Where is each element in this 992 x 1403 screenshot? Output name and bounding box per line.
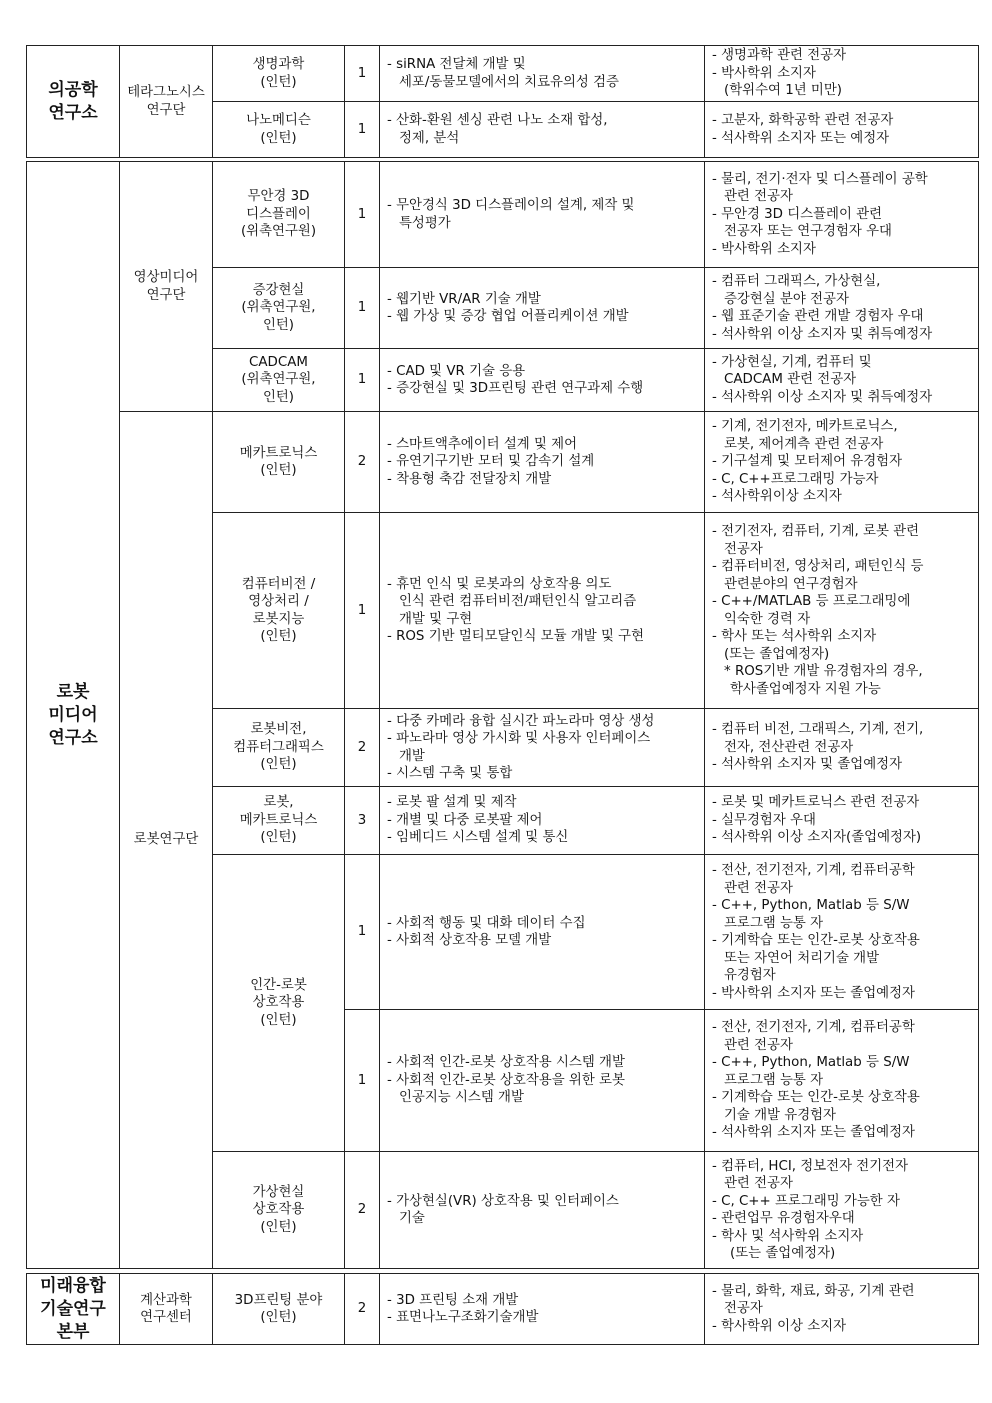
task-line: - CAD 및 VR 기술 응용 <box>387 363 526 379</box>
requirement-line: 관련 전공자 <box>724 1176 793 1191</box>
field-name-line: CADCAM <box>249 354 308 370</box>
task-line: 기술 <box>399 1211 425 1226</box>
task-line: - 무안경식 3D 디스플레이의 설계, 제작 및 <box>387 198 635 213</box>
field-cell <box>213 412 345 513</box>
task-line: 개발 및 구현 <box>399 611 473 627</box>
task-line: - 사회적 상호작용 모델 개발 <box>387 933 552 948</box>
field-cell <box>213 855 345 1152</box>
task-line: - 사회적 인간-로봇 상호작용을 위한 로봇 <box>387 1072 625 1088</box>
requirement-line: - 컴퓨터비전, 영상처리, 패턴인식 등 <box>712 559 924 574</box>
requirement-line: - 석사학위이상 소지자 <box>712 489 842 505</box>
requirements-cell <box>705 349 979 412</box>
requirement-line: 전공자 <box>724 1301 763 1317</box>
requirement-line: * ROS기반 개발 유경험자의 경우, <box>724 664 923 679</box>
institute-name-line: 미디어 <box>48 704 98 725</box>
task-line: - 산화-환원 센싱 관련 나노 소재 합성, <box>387 113 608 128</box>
requirement-line: 프로그램 능통 자 <box>724 1072 824 1088</box>
field-name-line: 로봇, <box>263 795 294 811</box>
institute-name-line: 미래융합 <box>40 1275 106 1296</box>
group-cell <box>120 46 213 158</box>
tasks-cell <box>380 787 705 855</box>
tasks-cell <box>380 513 705 709</box>
requirement-line: - 학사 또는 석사학위 소지자 <box>712 629 877 644</box>
field-name-line: (인턴) <box>260 130 297 146</box>
task-line: - 파노라마 영상 가시화 및 사용자 인터페이스 <box>387 731 651 746</box>
task-line: - 개별 및 다중 로봇팔 제어 <box>387 812 543 828</box>
field-name-line: 인간-로봇 <box>250 977 307 993</box>
requirement-line: 기술 개발 유경험자 <box>724 1107 836 1123</box>
requirement-line: - 웹 표준기술 관련 개발 경험자 우대 <box>712 309 924 324</box>
task-line: - 유연기구기반 모터 및 감속기 설계 <box>387 454 595 470</box>
field-name-line: 영상처리 / <box>248 594 309 609</box>
task-line: 인식 관련 컴퓨터비전/패턴인식 알고리즘 <box>399 594 637 609</box>
requirement-line: 익숙한 경력 자 <box>724 611 811 627</box>
field-cell <box>213 102 345 158</box>
requirement-line: - C++/MATLAB 등 프로그래밍에 <box>712 594 911 609</box>
group-name-line: 연구단 <box>146 102 186 118</box>
requirement-line: - 박사학위 소지자 <box>712 65 816 81</box>
field-cell <box>213 268 345 349</box>
requirement-line: - 기구설계 및 모터제어 유경험자 <box>712 454 903 470</box>
task-line: - 사회적 인간-로봇 상호작용 시스템 개발 <box>387 1055 625 1071</box>
task-line: - 가상현실(VR) 상호작용 및 인터페이스 <box>387 1193 619 1209</box>
requirement-line: - 관련업무 유경험자우대 <box>712 1211 855 1226</box>
field-name-line: (인턴) <box>260 74 297 90</box>
requirement-line: - 기계학습 또는 인간-로봇 상호작용 <box>712 1090 920 1106</box>
count-cell: 1 <box>345 102 380 158</box>
requirements-cell <box>705 1274 979 1345</box>
count-cell: 2 <box>345 1274 380 1345</box>
field-name-line: (위촉연구원, <box>241 372 316 388</box>
requirements-cell <box>705 1152 979 1269</box>
task-line: - 웹기반 VR/AR 기술 개발 <box>387 291 541 307</box>
count-cell: 1 <box>345 349 380 412</box>
requirement-line: - 박사학위 소지자 <box>712 241 816 257</box>
institute-name-line: 연구소 <box>48 727 98 748</box>
requirement-line: - 석사학위 이상 소지자 및 취득예정자 <box>712 326 933 342</box>
count-cell: 1 <box>345 1010 380 1152</box>
count-cell: 2 <box>345 709 380 787</box>
requirement-line: - 박사학위 소지자 또는 졸업예정자 <box>712 985 915 1001</box>
count-cell: 1 <box>345 855 380 1010</box>
requirement-line: (또는 졸업예정자) <box>730 1246 836 1261</box>
requirement-line: - C++, Python, Matlab 등 S/W <box>712 898 910 913</box>
requirement-line: - 석사학위 소지자 및 졸업예정자 <box>712 757 903 773</box>
field-cell <box>213 787 345 855</box>
requirement-line: - 전산, 전기전자, 기계, 컴퓨터공학 <box>712 1020 915 1036</box>
requirement-line: 증강현실 분야 전공자 <box>724 291 849 307</box>
requirement-line: - 석사학위 소지자 또는 예정자 <box>712 130 890 146</box>
count-cell: 2 <box>345 412 380 513</box>
institute-cell <box>27 46 120 158</box>
task-line: 특성평가 <box>399 215 451 231</box>
requirement-line: (학위수여 1년 미만) <box>724 83 843 99</box>
recruit-table-2 <box>26 161 979 1269</box>
field-name-line: 메카트로닉스 <box>239 445 318 461</box>
requirement-line: - 학사학위 이상 소지자 <box>712 1318 847 1334</box>
field-name-line: 인턴) <box>262 317 295 333</box>
field-name-line: (인턴) <box>260 629 297 644</box>
task-line: - 다중 카메라 융합 실시간 파노라마 영상 생성 <box>387 713 655 729</box>
requirement-line: - 석사학위 이상 소지자 및 취득예정자 <box>712 389 933 405</box>
field-cell <box>213 709 345 787</box>
requirement-line: 학사졸업예정자 지원 가능 <box>730 681 881 697</box>
field-name-line: 나노메디슨 <box>246 113 311 128</box>
requirements-cell <box>705 513 979 709</box>
requirements-cell <box>705 162 979 268</box>
count-cell: 3 <box>345 787 380 855</box>
requirement-line: - 기계학습 또는 인간-로봇 상호작용 <box>712 933 920 948</box>
group-name-line: 영상미디어 <box>133 270 199 285</box>
task-line: 인공지능 시스템 개발 <box>399 1090 524 1106</box>
field-name-line: 컴퓨터비전 / <box>241 576 316 592</box>
task-line: - 웹 가상 및 증강 협업 어플리케이션 개발 <box>387 309 629 324</box>
table-row <box>27 46 979 102</box>
count-cell: 1 <box>345 513 380 709</box>
field-name-line: 증강현실 <box>252 282 305 298</box>
field-cell <box>213 1274 345 1345</box>
tasks-cell <box>380 268 705 349</box>
requirements-cell <box>705 412 979 513</box>
count-cell: 2 <box>345 1152 380 1269</box>
requirement-line: - 가상현실, 기계, 컴퓨터 및 <box>712 354 872 370</box>
field-cell <box>213 513 345 709</box>
field-name-line: 로봇지능 <box>252 611 305 627</box>
group-cell <box>120 162 213 412</box>
task-line: - 사회적 행동 및 대화 데이터 수집 <box>387 915 586 931</box>
institute-name-line: 로봇 <box>56 681 90 702</box>
requirement-line: (또는 졸업예정자) <box>724 646 830 662</box>
table-row <box>27 1274 979 1345</box>
field-name-line: 상호작용 <box>252 1202 305 1218</box>
field-name-line: (위촉연구원) <box>240 224 317 240</box>
field-cell <box>213 1152 345 1269</box>
requirement-line: 프로그램 능통 자 <box>724 915 824 931</box>
tasks-cell <box>380 855 705 1010</box>
field-name-line: 상호작용 <box>252 995 305 1011</box>
group-name-line: 계산과학 <box>140 1292 192 1308</box>
task-line: - 임베디드 시스템 설계 및 통신 <box>387 830 569 846</box>
field-name-line: 컴퓨터그래픽스 <box>233 739 324 755</box>
recruit-table-1 <box>26 45 979 158</box>
field-name-line: 생명과학 <box>252 57 305 72</box>
task-line: 정제, 분석 <box>399 130 460 146</box>
institute-name-line: 연구소 <box>48 102 98 123</box>
field-name-line: (인턴) <box>260 463 297 478</box>
requirement-line: 관련 전공자 <box>724 1037 793 1053</box>
field-name-line: (인턴) <box>260 830 297 846</box>
requirement-line: - 생명과학 관련 전공자 <box>712 48 847 64</box>
requirement-line: 또는 자연어 처리기술 개발 <box>724 950 880 966</box>
requirements-cell <box>705 787 979 855</box>
field-name-line: (인턴) <box>260 757 297 773</box>
group-cell <box>120 1274 213 1345</box>
tasks-cell <box>380 102 705 158</box>
requirements-cell <box>705 268 979 349</box>
institute-name-line: 본부 <box>56 1321 90 1342</box>
requirement-line: - 물리, 전기·전자 및 디스플레이 공학 <box>712 171 928 187</box>
requirement-line: 전자, 전산관련 전공자 <box>724 739 854 755</box>
task-line: - 증강현실 및 3D프린팅 관련 연구과제 수행 <box>387 381 644 396</box>
requirement-line: - 전기전자, 컴퓨터, 기계, 로봇 관련 <box>712 524 920 539</box>
task-line: - ROS 기반 멀티모달인식 모듈 개발 및 구현 <box>387 629 645 644</box>
institute-cell <box>27 1274 120 1345</box>
institute-name-line: 기술연구 <box>40 1298 106 1319</box>
requirement-line: - C, C++ 프로그래밍 가능한 자 <box>712 1193 900 1209</box>
requirements-cell <box>705 855 979 1010</box>
field-name-line: 인턴) <box>262 389 295 405</box>
field-cell <box>213 349 345 412</box>
requirement-line: - 무안경 3D 디스플레이 관련 <box>712 206 883 222</box>
tasks-cell <box>380 709 705 787</box>
requirement-line: - 컴퓨터, HCI, 정보전자 전기전자 <box>712 1158 909 1174</box>
requirement-line: 전공자 <box>724 541 763 557</box>
task-line: - 시스템 구축 및 통합 <box>387 766 513 781</box>
requirement-line: - C++, Python, Matlab 등 S/W <box>712 1055 910 1071</box>
count-cell: 1 <box>345 162 380 268</box>
task-line: - 휴먼 인식 및 로봇과의 상호작용 의도 <box>387 576 612 592</box>
requirement-line: - 물리, 화학, 재료, 화공, 기계 관련 <box>712 1283 915 1299</box>
task-line: 개발 <box>399 748 425 764</box>
tasks-cell <box>380 1010 705 1152</box>
tasks-cell <box>380 1274 705 1345</box>
task-line: 세포/동물모델에서의 치료유의성 검증 <box>399 74 619 90</box>
task-line: - 3D 프린팅 소재 개발 <box>387 1292 519 1308</box>
tasks-cell <box>380 46 705 102</box>
field-name-line: (인턴) <box>260 1012 297 1028</box>
task-line: - 로봇 팔 설계 및 제작 <box>387 795 517 811</box>
task-line: - 착용형 축감 전달장치 개발 <box>387 471 552 487</box>
requirement-line: - 석사학위 이상 소지자(졸업예정자) <box>712 830 922 846</box>
field-name-line: 메카트로닉스 <box>239 812 318 828</box>
field-cell <box>213 162 345 268</box>
requirement-line: 전공자 또는 연구경험자 우대 <box>724 224 892 240</box>
group-name-line: 연구센터 <box>140 1310 192 1325</box>
task-line: - siRNA 전달체 개발 및 <box>387 57 526 72</box>
count-cell: 1 <box>345 268 380 349</box>
field-name-line: 디스플레이 <box>246 206 311 222</box>
group-name-line: 테라그노시스 <box>127 85 205 100</box>
requirement-line: - 고분자, 화학공학 관련 전공자 <box>712 113 894 128</box>
group-cell <box>120 412 213 1269</box>
tasks-cell <box>380 162 705 268</box>
requirement-line: 관련분야의 연구경험자 <box>724 576 858 592</box>
requirement-line: 유경험자 <box>724 968 776 983</box>
requirement-line: 관련 전공자 <box>724 880 793 896</box>
field-name-line: (인턴) <box>260 1219 297 1235</box>
requirement-line: - 로봇 및 메카트로닉스 관련 전공자 <box>712 795 920 811</box>
tasks-cell <box>380 1152 705 1269</box>
requirement-line: - 컴퓨터 그래픽스, 가상현실, <box>712 274 881 289</box>
requirement-line: - 실무경험자 우대 <box>712 812 816 828</box>
field-name-line: 가상현실 <box>252 1184 305 1200</box>
requirement-line: - C, C++프로그래밍 가능자 <box>712 471 879 487</box>
requirement-line: - 기계, 전기전자, 메카트로닉스, <box>712 419 898 435</box>
requirement-line: - 석사학위 소지자 또는 졸업예정자 <box>712 1125 915 1141</box>
institute-name-line: 의공학 <box>48 79 98 100</box>
field-name-line: 로봇비전, <box>250 722 307 738</box>
table-row <box>27 412 979 513</box>
tasks-cell <box>380 349 705 412</box>
field-name-line: (인턴) <box>260 1310 297 1325</box>
requirements-cell <box>705 709 979 787</box>
group-name-line: 로봇연구단 <box>133 832 199 848</box>
table-row <box>27 162 979 268</box>
field-name-line: (위촉연구원, <box>241 300 316 316</box>
task-line: - 스마트액추에이터 설계 및 제어 <box>387 436 578 452</box>
field-name-line: 3D프린팅 분야 <box>234 1292 323 1308</box>
requirements-cell <box>705 102 979 158</box>
requirement-line: 관련 전공자 <box>724 189 793 205</box>
requirements-cell <box>705 46 979 102</box>
field-cell <box>213 46 345 102</box>
requirement-line: - 전산, 전기전자, 기계, 컴퓨터공학 <box>712 863 915 878</box>
group-name-line: 연구단 <box>146 287 186 303</box>
institute-cell <box>27 162 120 1269</box>
requirements-cell <box>705 1010 979 1152</box>
recruit-table-3 <box>26 1273 979 1345</box>
count-cell: 1 <box>345 46 380 102</box>
requirement-line: 로봇, 제어계측 관련 전공자 <box>724 436 884 452</box>
requirement-line: - 학사 및 석사학위 소지자 <box>712 1228 864 1244</box>
requirement-line: CADCAM 관련 전공자 <box>724 372 857 388</box>
field-name-line: 무안경 3D <box>247 189 310 205</box>
task-line: - 표면나노구조화기술개발 <box>387 1310 539 1325</box>
requirement-line: - 컴퓨터 비전, 그래픽스, 기계, 전기, <box>712 722 924 738</box>
tasks-cell <box>380 412 705 513</box>
